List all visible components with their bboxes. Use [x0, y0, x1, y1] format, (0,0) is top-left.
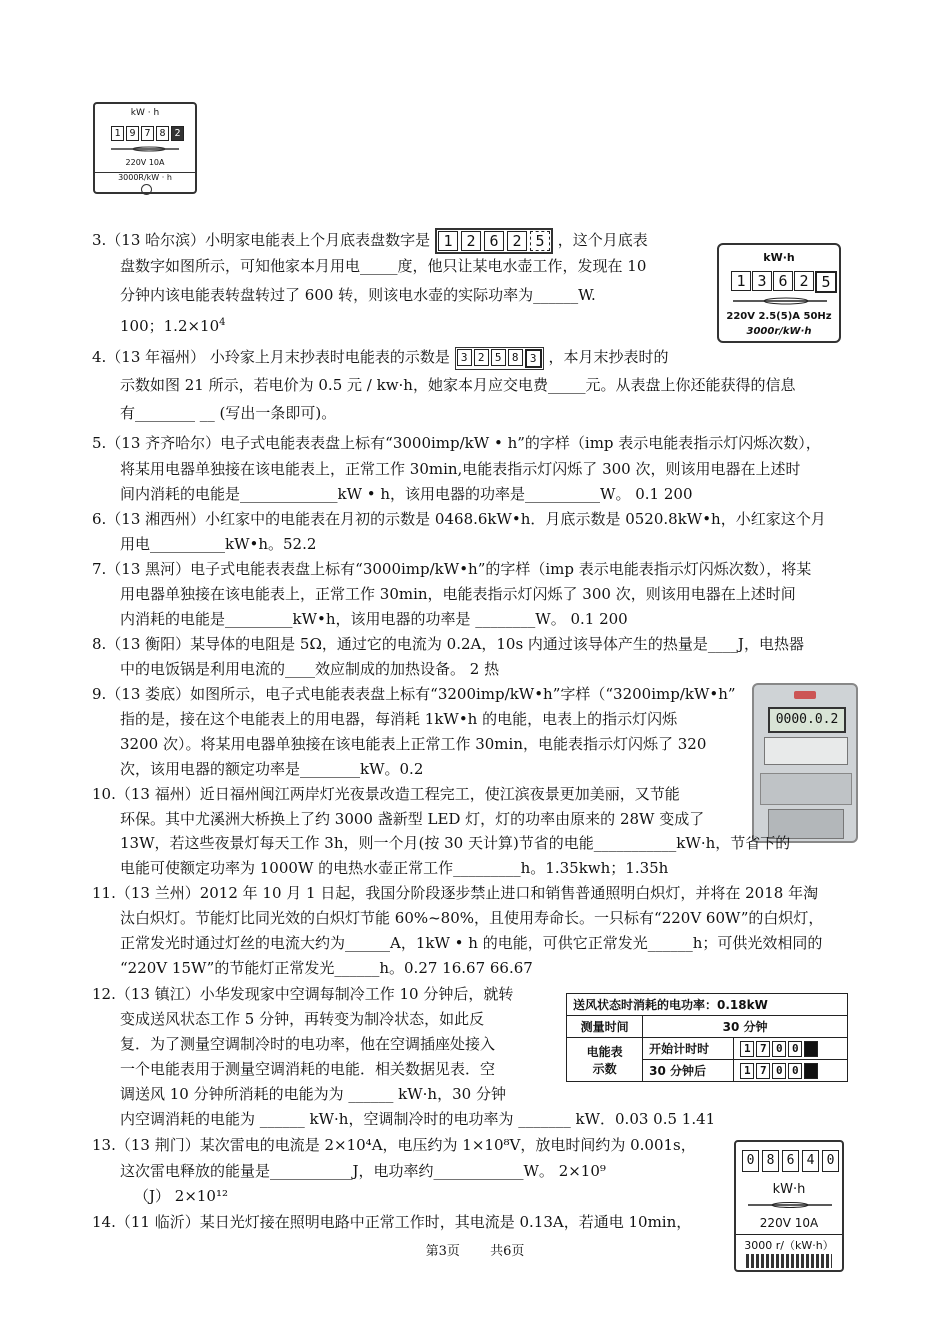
q4-text: 4.（13 年福州） 小玲家上月末抄表时电能表的示数是: [92, 348, 450, 366]
q3-line-1: [92, 228, 648, 254]
q7-line-3: 内消耗的电能是_________kW•h，该用电器的功率是 ________W。 0.1 200: [120, 610, 628, 628]
meter-constant: 3000r/kW·h: [746, 326, 812, 337]
digit: 5: [491, 349, 506, 366]
q11-line-3: 正常发光时通过灯丝的电流大约为______A，1kW • h 的电能，可供它正常发光______h；可供光效相同的: [120, 934, 823, 952]
digit: 8: [762, 1150, 779, 1172]
meter-figure-top: [93, 102, 197, 194]
q12-line-5: 调送风 10 分钟所消耗的电能为为 ______ kW·h，30 分钟: [120, 1085, 506, 1103]
page-number: 第3页: [425, 1244, 460, 1259]
digit: 0: [822, 1150, 839, 1172]
q12-line-4: 一个电能表用于测量空调消耗的电能．相关数据见表．空: [120, 1060, 496, 1078]
digit: 3: [752, 271, 772, 291]
q12-line-3: 复．为了测量空调制冷时的电功率，他在空调插座处接入: [120, 1035, 496, 1053]
digit: 7: [756, 1041, 770, 1057]
digit: 6: [773, 271, 793, 291]
q5-line-1: 5.（13 齐齐哈尔）电子式电能表表盘上标有“3000imp/kW • h”的字样（imp 表示电能表指示灯闪烁次数），: [92, 434, 821, 452]
table-row-label-line: 示数: [592, 1061, 617, 1076]
q11-line-4: “220V 15W”的节能灯正常发光______h。0.27 16.67 66.67: [120, 959, 533, 977]
table-row-label: [567, 1038, 643, 1082]
q3-text: 3.（13 哈尔滨）小明家电能表上个月底表盘数字是: [92, 231, 431, 249]
digit: 4: [802, 1150, 819, 1172]
q5-line-3: 间内消耗的电能是_____________kW • h，该用电器的功率是__________W。 0.1 200: [120, 485, 693, 503]
q7-line-1: 7.（13 黑河）电子式电能表表盘上标有“3000imp/kW•h”的字样（imp 表示电能表指示灯闪烁次数），将某: [92, 560, 812, 578]
q11-line-1: 11.（13 兰州）2012 年 10 月 1 日起，我国分阶段逐步禁止进口和销售普通照明白炽灯，并将在 2018 年淘: [92, 884, 819, 902]
page-total: 共6页: [490, 1244, 525, 1259]
q9-line-1: 9.（13 娄底）如图所示，电子式电能表表盘上标有“3200imp/kW•h”字样（“3200imp/kW•h”: [92, 685, 736, 703]
digit: 1: [111, 126, 124, 141]
q3-line-2: 盘数字如图所示，可知他家本月用电_____度，他只让某电水壶工作，发现在 10: [120, 257, 647, 275]
meter-digits: [742, 1150, 839, 1172]
digit-black: [804, 1041, 818, 1057]
q4-text: ，本月末抄表时的: [548, 348, 669, 366]
digit: 5: [530, 231, 550, 251]
q6-line-2: 用电__________kW•h。52.2: [120, 535, 317, 553]
meter-rating: 220V 2.5(5)A 50Hz: [726, 311, 832, 322]
q12-line-1: 12.（13 镇江）小华发现家中空调每制冷工作 10 分钟后，就转: [92, 985, 514, 1003]
digit: 3: [525, 349, 542, 368]
meter-unit: kW·h: [772, 1182, 806, 1197]
digits: [740, 1063, 818, 1079]
digit: 2: [474, 349, 489, 366]
q9-line-4: 次，该用电器的额定功率是________kW。0.2: [120, 760, 424, 778]
meter-screw-icon: [141, 184, 152, 195]
digit: 0: [742, 1150, 759, 1172]
meter-unit: kW · h: [130, 108, 160, 118]
digit: 8: [508, 349, 523, 366]
q10-line-3: 13W，若这些夜景灯每天工作 3h，则一个月(按 30 天计算)节省的电能___________kW·h，节省下的: [120, 834, 791, 852]
meter-digits: [731, 271, 837, 293]
table-digits-cell: [734, 1060, 848, 1082]
table-cell: 30 分钟后: [643, 1060, 734, 1082]
meter-constant: 3000 r/（kW·h）: [736, 1234, 842, 1253]
q3-answer-text: 100；1.2×10: [120, 317, 220, 335]
q4-line-3: 有________ __ (写出一条即可)。: [120, 404, 337, 422]
digit: 7: [141, 126, 154, 141]
digit: 1: [438, 231, 458, 251]
meter-unit: kW·h: [763, 251, 795, 264]
q10-line-2: 环保。其中尤溪洲大桥换上了约 3000 盏新型 LED 灯，灯的功率由原来的 28W 变成了: [120, 810, 705, 828]
digit: 0: [788, 1041, 802, 1057]
digit: 0: [788, 1063, 802, 1079]
digit: 2: [507, 231, 527, 251]
meter-brand-icon: [794, 691, 816, 699]
meter-constant: 3000R/kW · h: [95, 172, 195, 182]
q4-line-1: [92, 346, 669, 370]
meter-rating: 220V 10A: [759, 1216, 819, 1230]
digit: 1: [740, 1041, 754, 1057]
q3-answer: [120, 312, 226, 337]
q13-line-1: 13.（13 荆门）某次雷电的电流是 2×10⁴A，电压约为 1×10⁸V，放电时间约为 0.001s，: [92, 1136, 696, 1154]
digit: 2: [171, 126, 184, 141]
q14-line-1: 14.（11 临沂）某日光灯接在照明电路中正常工作时，其电流是 0.13A，若通电 10min，: [92, 1213, 692, 1231]
q9-line-2: 指的是，接在这个电能表上的用电器，每消耗 1kW•h 的电能，电表上的指示灯闪烁: [120, 710, 678, 728]
digit: 5: [815, 271, 837, 293]
q13-line-3: （J） 2×10¹²: [134, 1187, 229, 1205]
q8-line-2: 中的电饭锅是利用电流的____效应制成的加热设备。 2 热: [120, 660, 500, 678]
meter-label-plate: [764, 737, 848, 765]
q12-line-2: 变成送风状态工作 5 分钟，再转变为制冷状态，如此反: [120, 1010, 485, 1028]
q3-text: ，这个月底表: [557, 231, 648, 249]
q10-line-1: 10.（13 福州）近日福州闽江两岸灯光夜景改造工程完工，使江滨夜景更加美丽，又节能: [92, 785, 680, 803]
q12-data-table: [566, 993, 848, 1082]
digit: 0: [772, 1063, 786, 1079]
digit: 8: [156, 126, 169, 141]
q11-line-2: 汰白炽灯。节能灯比同光效的白炽灯节能 60%~80%，且使用寿命长。一只标有“220V 60W”的白炽灯，: [120, 909, 824, 927]
q3-answer-sup: 4: [219, 317, 226, 328]
q7-line-2: 用电器单独接在该电能表上，正常工作 30min，电能表指示灯闪烁了 300 次，则该用电器在上述时间: [120, 585, 796, 603]
q3-inline-digits: [435, 228, 553, 254]
digit: 7: [756, 1063, 770, 1079]
digit: 2: [461, 231, 481, 251]
table-row-label-line: 电能表: [586, 1044, 623, 1059]
digit-black: [804, 1063, 818, 1079]
q5-line-2: 将某用电器单独接在该电能表上，正常工作 30min,电能表指示灯闪烁了 300 次，则该用电器在上述时: [120, 460, 801, 478]
q9-line-3: 3200 次）。将某用电器单独接在该电能表上正常工作 30min，电能表指示灯闪烁了 320: [120, 735, 707, 753]
meter-rotor-icon: [109, 144, 183, 154]
digit: 0: [772, 1041, 786, 1057]
electronic-meter-figure: [752, 683, 858, 843]
digit: 9: [126, 126, 139, 141]
digit: 3: [457, 349, 472, 366]
meter-lcd: 0000.0.2: [768, 707, 846, 733]
table-header: 测量时间: [567, 1016, 643, 1038]
page-footer: [0, 1240, 950, 1259]
meter-figure-q3: [717, 243, 841, 343]
meter-rotor-icon: [731, 295, 831, 307]
q8-line-1: 8.（13 衡阳）某导体的电阻是 5Ω，通过它的电流为 0.2A，10s 内通过该导体产生的热量是____J，电热器: [92, 635, 804, 653]
table-digits-cell: [734, 1038, 848, 1060]
digit: 6: [782, 1150, 799, 1172]
digit: 1: [740, 1063, 754, 1079]
digit: 1: [731, 271, 751, 291]
meter-body-lower: [760, 773, 852, 805]
digit: 6: [484, 231, 504, 251]
q6-line-1: 6.（13 湘西州）小红家中的电能表在月初的示数是 0468.6kW•h．月底示数是 0520.8kW•h，小红家这个月: [92, 510, 826, 528]
table-cell: 开始计时时: [643, 1038, 734, 1060]
q3-line-3: 分钟内该电能表转盘转过了 600 转，则该电水壶的实际功率为______W.: [120, 286, 596, 304]
q4-inline-digits: [455, 347, 544, 370]
q13-line-2: 这次雷电释放的能量是___________J，电功率约____________W。 2×10⁹: [120, 1162, 606, 1180]
meter-digits: [111, 126, 184, 141]
table-title: 送风状态时消耗的电功率：0.18kW: [567, 994, 848, 1016]
q10-line-4: 电能可使额定功率为 1000W 的电热水壶正常工作_________h。1.35kwh；1.35h: [120, 859, 669, 877]
meter-rotor-icon: [746, 1200, 834, 1210]
meter-rating: 220V 10A: [125, 158, 165, 167]
q12-line-6: 内空调消耗的电能为 ______ kW·h，空调制冷时的电功率为 _______ kW．0.03 0.5 1.41: [120, 1110, 716, 1128]
q4-line-2: 示数如图 21 所示，若电价为 0.5 元 / kw·h，她家本月应交电费_____元。从表盘上你还能获得的信息: [120, 376, 796, 394]
digit: 2: [794, 271, 814, 291]
digits: [740, 1041, 818, 1057]
table-header: 30 分钟: [643, 1016, 848, 1038]
